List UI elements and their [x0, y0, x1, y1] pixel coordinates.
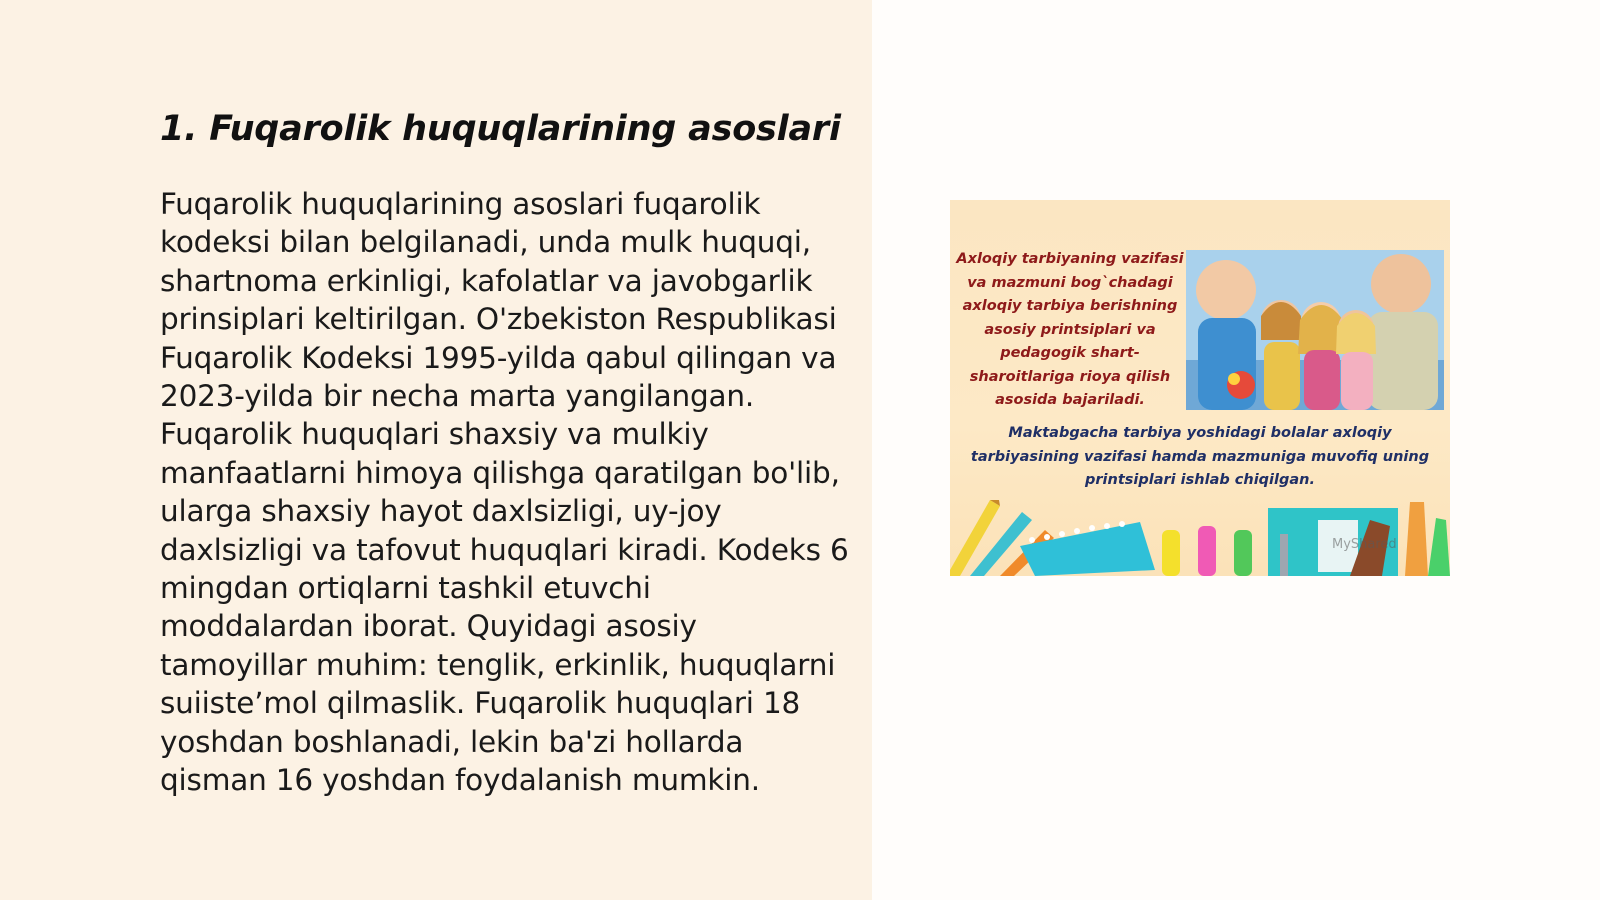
picture-caption-bottom: Maktabgacha tarbiya yoshidagi bolalar axloqiy tarbiyasining vazifasi hamda mazmuniga muvofiq uning printsiplari ishlab chiqilgan. — [970, 425, 1430, 488]
children-photo — [1186, 250, 1444, 410]
picture-caption-top: Axloqiy tarbiyaning vazifasi va mazmuni bog`chadagi axloqiy tarbiya berishning asosiy printsiplari va pedagogik shart-sharoitlariga rioya qilish asosida bajariladi. — [956, 251, 1184, 408]
slide-title: 1. Fuqarolik huquqlarining asoslari — [160, 109, 841, 149]
slide-body-text: Fuqarolik huquqlarining asoslari fuqarolik kodeksi bilan belgilanadi, unda mulk huquqi, shartnoma erkinligi, kafolatlar va javobgarlik prinsiplari keltirilgan. O'zbekiston Respublikasi Fuqarolik Kodeksi 1995-yilda qabul qilingan va 2023-yilda bir necha marta yangilangan. Fuqarolik huquqlari shaxsiy va mulkiy manfaatlarni himoya qilishga qaratilgan bo'lib, ularga shaxsiy hayot daxlsizligi, uy-joy daxlsizligi va tafovut huquqlari kiradi. Kodeks 6 mingdan ortiqlarni tashkil etuvchi moddalardan iborat. Quyidagi asosiy tamoyillar muhim: tenglik, erkinlik, huquqlarni suiiste’mol qilmaslik. Fuqarolik huquqlari 18 yoshdan boshlanadi, lekin ba'zi hollarda qisman 16 yoshdan foydalanish mumkin. — [160, 187, 849, 798]
watermark-text: MyShared — [1332, 537, 1397, 552]
slide-picture — [950, 200, 1450, 576]
